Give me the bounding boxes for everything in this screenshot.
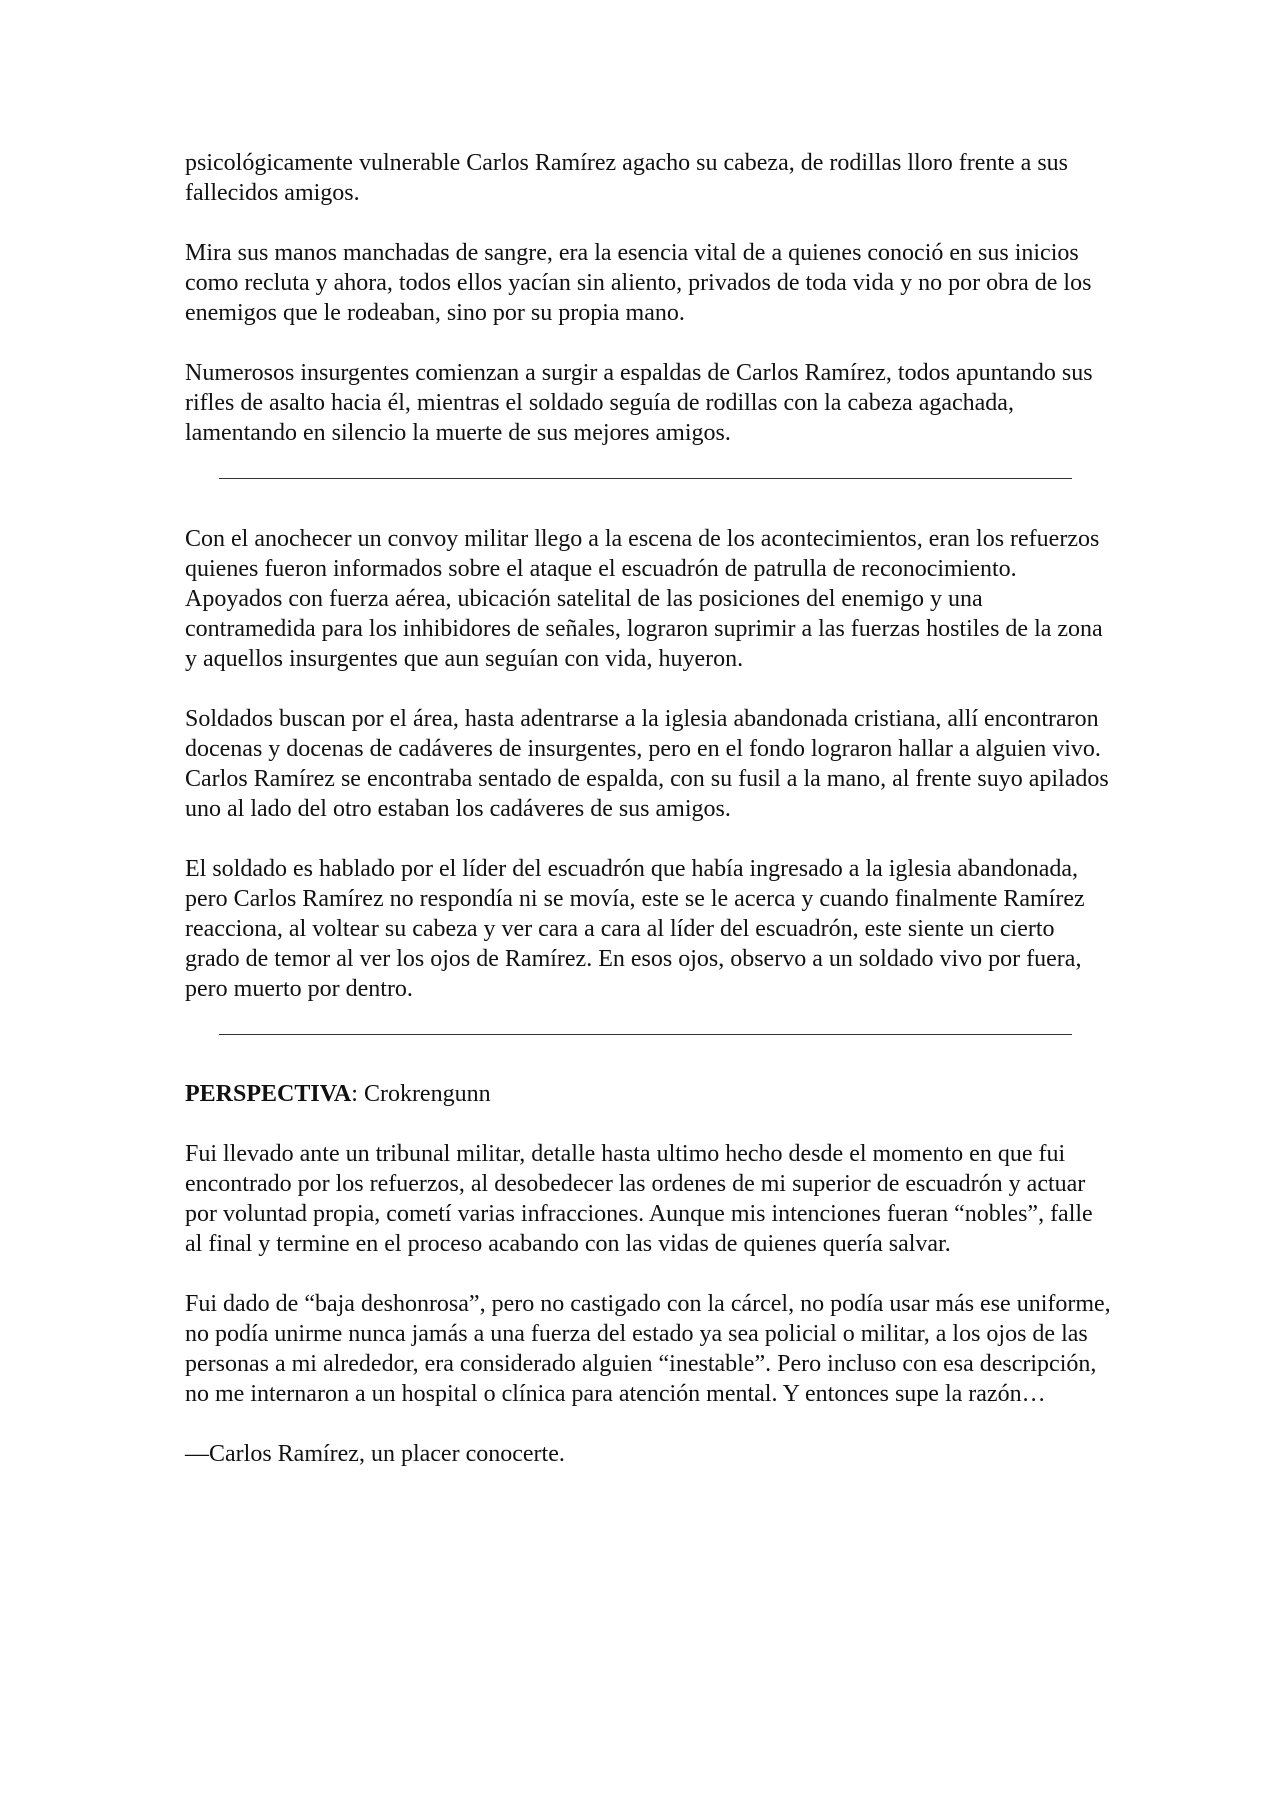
paragraph: Soldados buscan por el área, hasta adentrarse a la iglesia abandonada cristiana, allí encontraron docenas y docenas de cadáveres de insurgentes, pero en el fondo lograron hallar a alguien vivo. Carlos Ramírez se encontraba sentado de espalda, con su fusil a la mano, al frente suyo apilados uno al lado del otro estaban los cadáveres de sus amigos. [185,706,1109,822]
paragraph: Mira sus manos manchadas de sangre, era la esencia vital de a quienes conoció en sus inicios como recluta y ahora, todos ellos yacían sin aliento, privados de toda vida y no por obra de los enemigos que le rodeaban, sino por su propia mano. [185,240,1092,326]
paragraph: Numerosos insurgentes comienzan a surgir a espaldas de Carlos Ramírez, todos apuntando sus rifles de asalto hacia él, mientras el soldado seguía de rodillas con la cabeza agachada, lamentando en silencio la muerte de sus mejores amigos. [185,360,1093,446]
section-divider [219,478,1072,479]
paragraph: Fui dado de “baja deshonrosa”, pero no castigado con la cárcel, no podía usar más ese uniforme, no podía unirme nunca jamás a una fuerza del estado ya sea policial o militar, a los ojos de las personas a mi alrededor, era considerado alguien “inestable”. Pero incluso con esa descripción, no me internaron a un hospital o clínica para atención mental. Y entonces supe la razón… [185,1291,1111,1407]
document-page [185,148,1115,1499]
paragraph: Fui llevado ante un tribunal militar, detalle hasta ultimo hecho desde el momento en que fui encontrado por los refuerzos, al desobedecer las ordenes de mi superior de escuadrón y actuar por voluntad propia, cometí varias infracciones. Aunque mis intenciones fueran “nobles”, falle al final y termine en el proceso acabando con las vidas de quienes quería salvar. [185,1141,1093,1257]
perspective-heading-separator: : [351,1081,358,1107]
paragraph: psicológicamente vulnerable Carlos Ramírez agacho su cabeza, de rodillas lloro frente a sus fallecidos amigos. [185,150,1068,206]
perspective-heading-label: PERSPECTIVA [185,1081,352,1107]
paragraph: Con el anochecer un convoy militar llego a la escena de los acontecimientos, eran los refuerzos quienes fueron informados sobre el ataque el escuadrón de patrulla de reconocimiento. Apoyados con fuerza aérea, ubicación satelital de las posiciones del enemigo y una contramedida para los inhibidores de señales, lograron suprimir a las fuerzas hostiles de la zona y aquellos insurgentes que aun seguían con vida, huyeron. [185,526,1103,672]
paragraph: El soldado es hablado por el líder del escuadrón que había ingresado a la iglesia abandonada, pero Carlos Ramírez no respondía ni se movía, este se le acerca y cuando finalmente Ramírez reacciona, al voltear su cabeza y ver cara a cara al líder del escuadrón, este siente un cierto grado de temor al ver los ojos de Ramírez. En esos ojos, observo a un soldado vivo por fuera, pero muerto por dentro. [185,856,1085,1002]
perspective-heading-value: Crokrengunn [357,1081,491,1107]
closing-quote: —Carlos Ramírez, un placer conocerte. [185,1441,565,1467]
perspective-heading [185,1079,1115,1109]
section-divider [219,1034,1072,1035]
